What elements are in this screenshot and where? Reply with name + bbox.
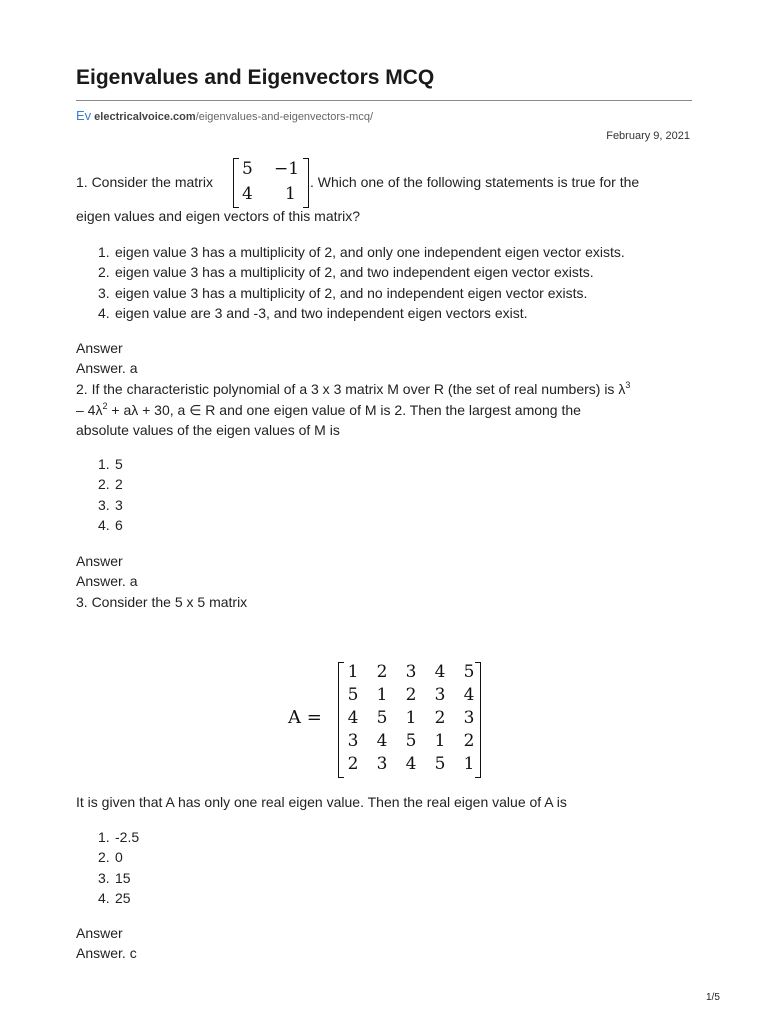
q2-option: 2. 2 [98,476,123,493]
q1-suffix: . Which one of the following statements is true for the [310,174,640,190]
q1-options [98,242,625,324]
source-domain[interactable]: electricalvoice.com [94,111,196,123]
q3-answer-toggle[interactable]: Answer [76,925,123,941]
q2-options [98,454,123,536]
page-number: 1/5 [706,992,720,1003]
matrix-grid: 1 2 3 4 5 5 1 2 3 4 4 5 1 2 3 3 4 5 1 2 2 3 4 5 1 [338,662,481,778]
q3-line1: 3. Consider the 5 x 5 matrix [76,594,248,610]
publish-date: February 9, 2021 [606,130,690,142]
q3-option: 4. 25 [98,890,131,907]
q2-option: 4. 6 [98,517,123,534]
q1-answer-text: Answer. a [76,360,138,376]
title-divider [76,100,692,101]
page-title: Eigenvalues and Eigenvectors MCQ [76,66,435,89]
matrix-cell: 1 [285,184,296,204]
q3-option: 3. 15 [98,869,131,886]
q1-answer-toggle[interactable]: Answer [76,340,123,356]
q2-line2: – $4\lambda^2 + a\lambda + 30$, a ∈ R and one eigen value of M is 2. Then the largest among the [76,401,581,418]
matrix-cell: −1 [274,159,300,179]
q3-options [98,827,139,909]
q2-answer-text: Answer. a [76,573,138,589]
q2-line1: 2. If the characteristic polynomial of a 3 x 3 matrix M over R (the set of real numbers) is $\lambda^3$ [76,380,631,397]
source-line [76,108,373,123]
q2-option: 3. 3 [98,496,123,513]
q2-line3: absolute values of the eigen values of M is [76,422,340,438]
q3-line2: It is given that A has only one real eigen value. Then the real eigen value of A is [76,794,567,810]
q1-option: 4. eigen value are 3 and -3, and two independent eigen vectors exist. [98,305,528,322]
q1-matrix [233,158,309,208]
q3-option: 2. 0 [98,849,123,866]
matrix-left-bracket [338,662,344,778]
q3-option: 1. -2.5 [98,829,140,845]
matrix-left-bracket [233,158,239,208]
matrix-label: A = [288,707,322,728]
q1-option: 1. eigen value 3 has a multiplicity of 2, and only one independent eigen vector exists. [98,244,625,260]
matrix-right-bracket [303,158,309,208]
matrix-cell: 5 [242,159,253,179]
q1-option: 2. eigen value 3 has a multiplicity of 2, and two independent eigen vector exists. [98,264,594,281]
q3-answer-text: Answer. c [76,945,137,961]
q2-option: 1. 5 [98,456,123,472]
q3-matrix [288,660,494,782]
matrix-cell: 4 [242,184,253,204]
q1-prefix: 1. Consider the matrix [76,174,213,190]
q1-option: 3. eigen value 3 has a multiplicity of 2, and no independent eigen vector exists. [98,284,588,301]
q2-answer-toggle[interactable]: Answer [76,553,123,569]
source-path[interactable]: /eigenvalues-and-eigenvectors-mcq/ [195,111,374,123]
q1-line2: eigen values and eigen vectors of this matrix? [76,208,361,224]
site-logo-icon: Ev [76,108,92,123]
